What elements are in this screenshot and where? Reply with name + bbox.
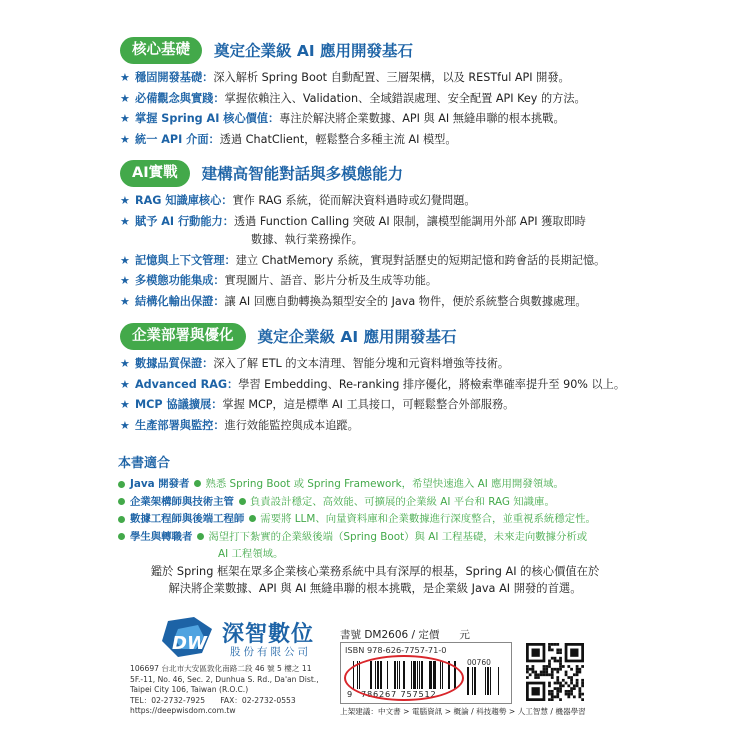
section-label: 企業部署與優化 [120,323,246,350]
section-label: 核心基礎 [120,37,202,64]
publisher-address [130,664,319,717]
bullet-item: ★ 必備觀念與實踐：掌握依賴注入、Validation、全域錯誤處理、安全配置 API Key 的方法。 [120,91,586,105]
bullet-dot-icon [118,498,125,505]
summary-line: 解決將企業數據、API 與 AI 無縫串聯的根本挑戰，是企業級 Java AI 開發的首選。 [168,582,582,595]
bullet-dot-icon [197,533,204,540]
audience-section [118,452,638,561]
section-ai [120,159,640,309]
section-title: 建構高智能對話與多模態能力 [201,165,404,183]
publisher-subname: 股份有限公司 [230,646,311,658]
address-line: TEL：02-2732-7925 FAX：02-2732-0553 [130,695,296,705]
star-icon: ★ [120,357,130,370]
star-icon: ★ [120,294,130,308]
bullet-dot-icon [118,481,125,488]
star-icon: ★ [120,418,130,432]
address-line: 5F.-11, No. 46, Sec. 2, Dunhua S. Rd., Da'an Dist., [130,674,319,684]
star-icon: ★ [120,112,130,125]
star-icon: ★ [120,91,130,105]
audience-item: 學生與轉職者 渴望打下紮實的企業級後端（Spring Boot）與 AI 工程基礎，未來走向數據分析或 AI 工程領域。 [118,530,638,561]
svg-text:DW: DW [172,633,207,654]
section-title: 奠定企業級 AI 應用開發基石 [214,42,414,60]
star-icon: ★ [120,132,130,146]
price-code: 00760 [467,658,491,667]
barcode-number-prefix: 9 [347,689,353,699]
bullet-dot-icon [249,515,256,522]
book-code-label: 書號 DM2606 / 定價 [340,629,440,641]
bullet-item: ★ 數據品質保證：深入了解 ETL 的文本清理、智能分塊和元資料增強等技術。 [120,357,510,370]
bullet-item: ★ 生產部署與監控：進行效能監控與成本追蹤。 [120,418,359,432]
bullet-item: ★ MCP 協議擴展：掌握 MCP，這是標準 AI 工具接口，可輕鬆整合外部服務。 [120,398,515,411]
bullet-item: ★ RAG 知識庫核心：實作 RAG 系統，從而解決資料過時或幻覺問題。 [120,194,476,207]
star-icon: ★ [120,71,130,84]
bullet-item: ★ 多模態功能集成：實現圖片、語音、影片分析及生成等功能。 [120,274,438,287]
audience-title: 本書適合 [118,456,171,471]
bullet-dot-icon [118,516,125,523]
star-icon: ★ [120,253,130,267]
bullet-item: ★ 結構化輸出保證：讓 AI 回應自動轉換為類型安全的 Java 物件，便於系統整合與數據處理。 [120,294,587,308]
section-core [120,36,640,147]
bullet-dot-icon [239,498,246,505]
bullet-item: ★ 穩固開發基礎：深入解析 Spring Boot 自動配置、三層架構，以及 RESTful API 開發。 [120,71,570,84]
audience-item: 數據工程師與後端工程師 需要將 LLM、向量資料庫和企業數據進行深度整合，並重視系統穩定性。 [118,512,638,526]
star-icon: ★ [120,377,130,391]
shelf-category: 上架建議：中文書 > 電腦資訊 > 概論 / 科技趨勢 > 人工智慧 / 機器學習 [340,707,586,716]
publisher-logo [158,615,338,660]
isbn-text: ISBN 978-626-7757-71-0 [345,645,447,655]
bullet-item: ★ Advanced RAG：學習 Embedding、Re-ranking 排序優化，將檢索準確率提升至 90% 以上。 [120,377,626,391]
summary-line: 鑑於 Spring 框架在眾多企業核心業務系統中具有深厚的根基，Spring AI 的核心價值在於 [150,565,600,578]
publisher-name: 深智數位 [222,622,315,647]
publisher-logo-icon [158,615,218,660]
address-line: 106697 台北市大安區敦化南路二段 46 號 5 樓之 11 [130,664,312,673]
section-title: 奠定企業級 AI 應用開發基石 [257,328,457,346]
bullet-dot-icon [118,533,125,540]
star-icon: ★ [120,194,130,207]
audience-item: Java 開發者 熟悉 Spring Boot 或 Spring Framework，希望快速進入 AI 應用開發領域。 [118,477,638,491]
section-enterprise [120,322,640,433]
star-icon: ★ [120,398,130,411]
bullet-dot-icon [194,480,201,487]
highlight-ellipse [344,655,464,701]
barcode-number: 786267 757512 [361,689,437,699]
audience-item: 企業架構師與技術主管 負責設計穩定、高效能、可擴展的企業級 AI 平台和 RAG 知識庫。 [118,495,638,509]
bullet-item: ★ 賦予 AI 行動能力：透過 Function Calling 突破 AI 限制，讓模型能調用外部 API 獲取即時 數據、執行業務操作。 [120,214,586,246]
price-unit: 元 [459,629,470,641]
book-code-price [340,627,470,642]
qr-code-icon [526,643,584,701]
star-icon: ★ [120,214,130,228]
website-text: https://deepwisdom.com.tw [130,706,236,716]
bullet-item: ★ 統一 API 介面：透過 ChatClient，輕鬆整合多種主流 AI 模型。 [120,132,457,146]
address-line: Taipei City 106, Taiwan (R.O.C.) [130,685,249,695]
section-label: AI實戰 [120,160,190,187]
summary-paragraph [140,563,610,597]
bullet-item: ★ 記憶與上下文管理：建立 ChatMemory 系統，實現對話歷史的短期記憶和跨會話的長期記憶。 [120,253,606,267]
bullet-item: ★ 掌握 Spring AI 核心價值：專注於解決將企業數據、API 與 AI 無縫串聯的根本挑戰。 [120,112,565,125]
star-icon: ★ [120,274,130,287]
